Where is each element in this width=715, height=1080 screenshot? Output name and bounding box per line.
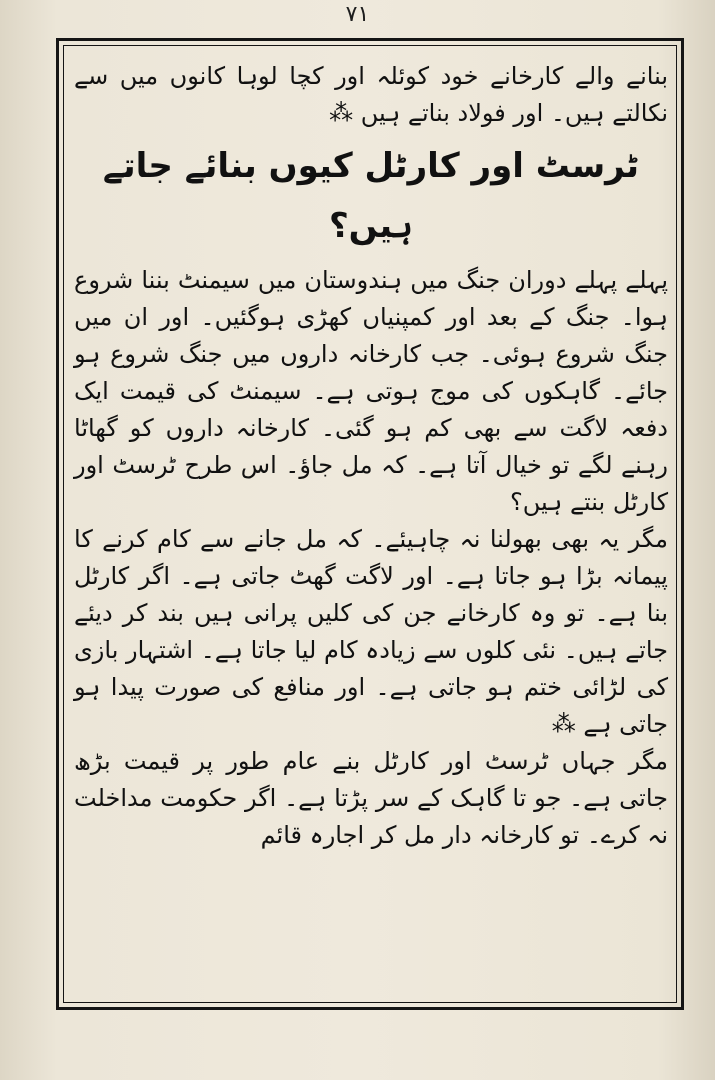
page-text [74,58,668,998]
body-paragraph-1: پہلے پہلے دوران جنگ میں ہندوستان میں سیمنٹ بننا شروع ہوا۔ جنگ کے بعد اور کمپنیاں کھڑی ہوگئیں۔ اور ان میں جنگ شروع ہوئی۔ جب کارخانہ داروں میں جنگ شروع ہو جائے۔ گاہکوں کی موج ہوتی ہے۔ سیمنٹ کی قیمت ایک دفعہ لاگت سے بھی کم ہو گئی۔ کارخانہ داروں کو گھاٹا رہنے لگے تو خیال آتا ہے۔ کہ مل جاؤ۔ اس طرح ٹرسٹ اور کارٹل بنتے ہیں؟ [74,266,668,516]
section-heading: ٹرسٹ اور کارٹل کیوں بنائے جاتے ہیں؟ [102,146,640,246]
body-paragraph-3: مگر جہاں ٹرسٹ اور کارٹل بنے عام طور پر قیمت بڑھ جاتی ہے۔ جو تا گاہک کے سر پڑتا ہے۔ اگر حکومت مداخلت نہ کرے۔ تو کارخانہ دار مل کر اجارہ قائم [74,747,668,849]
body-paragraph-2: مگر یہ بھی بھولنا نہ چاہیئے۔ کہ مل جانے سے کام کرنے کا پیمانہ بڑا ہو جاتا ہے۔ اور لاگت گھٹ جاتی ہے۔ اگر کارٹل بنا ہے۔ تو وہ کارخانے جن کی کلیں پرانی ہیں بند کر دیئے جاتے ہیں۔ نئی کلوں سے زیادہ کام لیا جاتا ہے۔ اشتہار بازی کی لڑائی ختم ہو جاتی ہے۔ اور منافع کی صورت پیدا ہو جاتی ہے ⁂ [74,525,668,738]
page-number: ۷۱ [345,2,370,27]
intro-paragraph: بنانے والے کارخانے خود کوئلہ اور کچا لوہا کانوں میں سے نکالتے ہیں۔ اور فولاد بناتے ہیں ⁂ [74,62,668,127]
